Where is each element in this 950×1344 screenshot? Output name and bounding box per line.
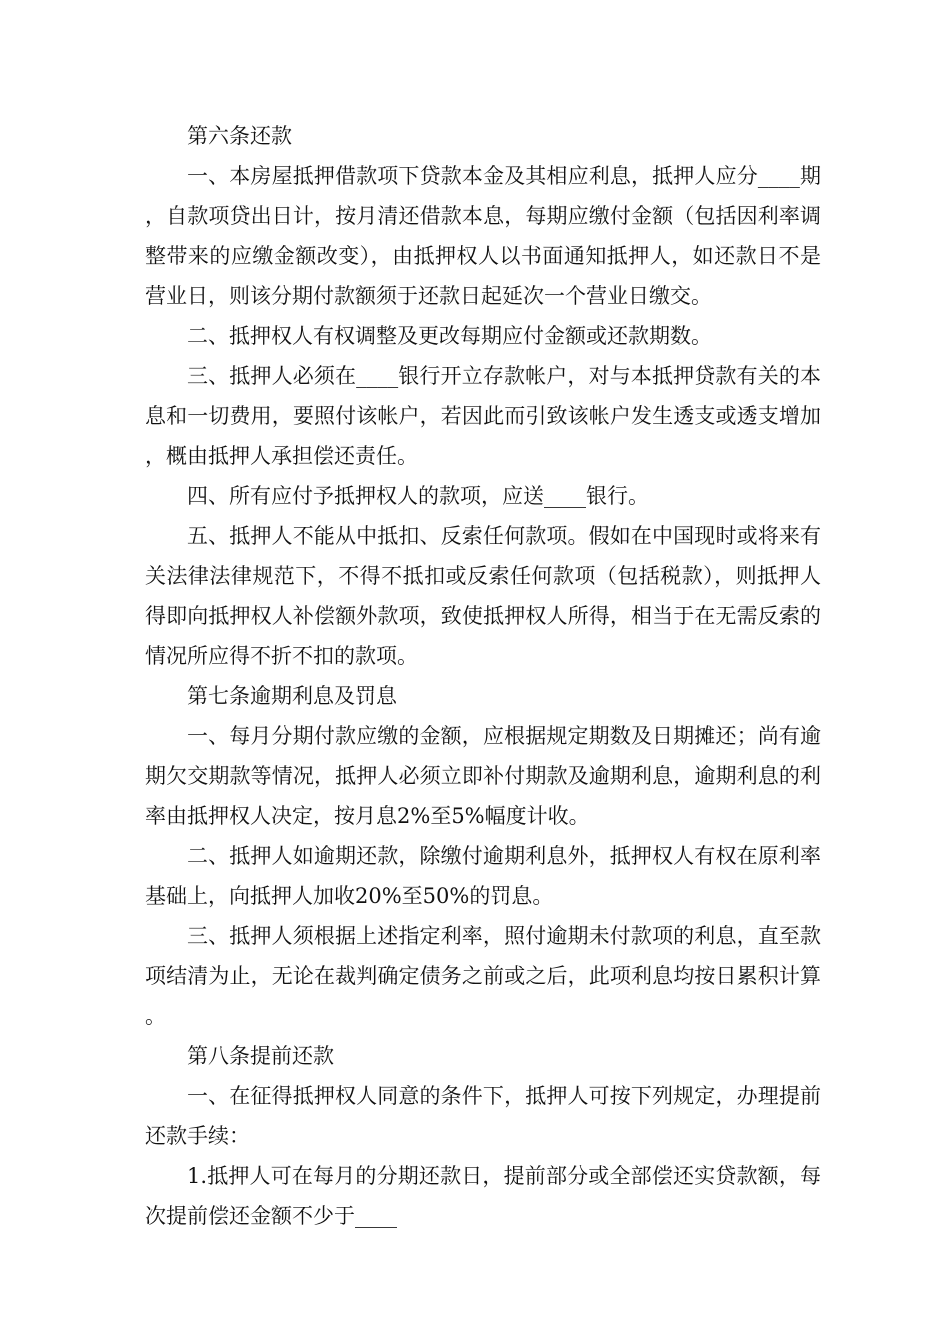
section-heading-article-8: 第八条提前还款 — [187, 1044, 334, 1068]
paragraph: 五、抵押人不能从中抵扣、反索任何款项。假如在中国现时或将来有关法律法律规范下，不得不抵扣或反索任何款项（包括税款），则抵押人得即向抵押权人补偿额外款项，致使抵押权人所得，相当于在无需反索的情况所应得不折不扣的款项。 — [145, 524, 821, 668]
paragraph: 一、本房屋抵押借款项下贷款本金及其相应利息，抵押人应分____期，自款项贷出日计，按月清还借款本息，每期应缴付金额（包括因利率调整带来的应缴金额改变），由抵押权人以书面通知抵押人，如还款日不是营业日，则该分期付款额须于还款日起延次一个营业日缴交。 — [145, 164, 821, 308]
paragraph: 三、抵押人必须在____银行开立存款帐户，对与本抵押贷款有关的本息和一切费用，要照付该帐户，若因此而引致该帐户发生透支或透支增加，概由抵押人承担偿还责任。 — [145, 364, 821, 468]
document-body — [145, 116, 821, 1236]
paragraph: 四、所有应付予抵押权人的款项，应送____银行。 — [187, 484, 649, 508]
paragraph: 三、抵押人须根据上述指定利率，照付逾期未付款项的利息，直至款项结清为止，无论在裁判确定债务之前或之后，此项利息均按日累积计算。 — [145, 924, 821, 1028]
list-item: 1.抵押人可在每月的分期还款日，提前部分或全部偿还实贷款额，每次提前偿还金额不少于____ — [145, 1164, 821, 1228]
section-heading-article-6: 第六条还款 — [187, 124, 292, 148]
paragraph: 二、抵押人如逾期还款，除缴付逾期利息外，抵押权人有权在原利率基础上，向抵押人加收20%至50%的罚息。 — [145, 844, 821, 908]
paragraph: 一、每月分期付款应缴的金额，应根据规定期数及日期摊还；尚有逾期欠交期款等情况，抵押人必须立即补付期款及逾期利息，逾期利息的利率由抵押权人决定，按月息2%至5%幅度计收。 — [145, 724, 821, 828]
paragraph: 一、在征得抵押权人同意的条件下，抵押人可按下列规定，办理提前还款手续： — [145, 1084, 821, 1148]
section-heading-article-7: 第七条逾期利息及罚息 — [187, 684, 397, 708]
paragraph: 二、抵押权人有权调整及更改每期应付金额或还款期数。 — [187, 324, 712, 348]
